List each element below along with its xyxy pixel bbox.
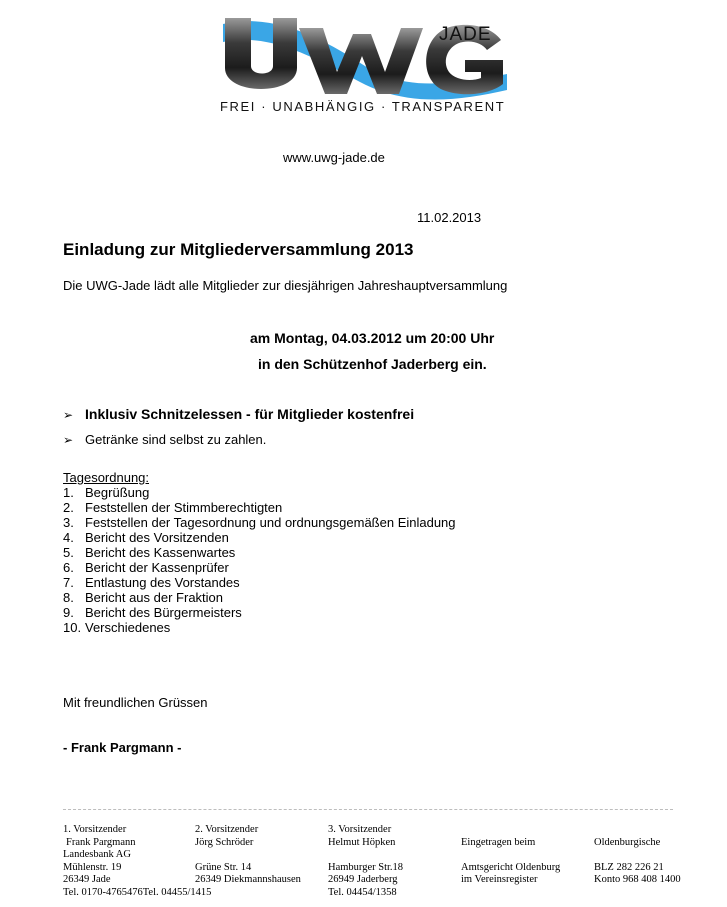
bullet-item	[63, 406, 414, 422]
footer-column-chair3: 3. Vorsitzender Helmut Höpken Hamburger Str.18 26949 Jaderberg Tel. 04454/1358	[328, 824, 404, 898]
footer-column-bank: Oldenburgische BLZ 282 226 21 Konto 968 408 1400	[594, 836, 681, 885]
signature: - Frank Pargmann -	[63, 740, 182, 755]
logo-jade-text: JADE	[439, 24, 492, 45]
footer-column-chair2: 2. Vorsitzender Jörg Schröder Grüne Str. 14 26349 Diekmannshausen	[195, 824, 301, 885]
agenda-item: 8. Bericht aus der Fraktion	[63, 590, 224, 605]
arrow-bullet-icon: ➢	[63, 433, 74, 447]
agenda-item: 4. Bericht des Vorsitzenden	[63, 530, 229, 545]
footer-divider	[63, 809, 673, 810]
agenda-item: 6. Bericht der Kassenprüfer	[63, 560, 229, 575]
agenda-item: 10. Verschiedenes	[63, 620, 171, 635]
website-link[interactable]: www.uwg-jade.de	[283, 150, 385, 165]
meeting-datetime: am Montag, 04.03.2012 um 20:00 Uhr	[250, 330, 495, 346]
bullet-text: Inklusiv Schnitzelessen - für Mitglieder kostenfrei	[85, 406, 415, 422]
agenda-heading: Tagesordnung:	[63, 470, 150, 485]
arrow-bullet-icon: ➢	[63, 408, 74, 422]
agenda-item: 9. Bericht des Bürgermeisters	[63, 605, 242, 620]
agenda-item: 2. Feststellen der Stimmberechtigten	[63, 500, 283, 515]
footer-column-registry: Eingetragen beim Amtsgericht Oldenburg im Vereinsregister	[461, 836, 561, 885]
intro-text: Die UWG-Jade lädt alle Mitglieder zur diesjährigen Jahreshauptversammlung	[63, 278, 508, 293]
bullet-item	[63, 432, 266, 447]
meeting-location: in den Schützenhof Jaderberg ein.	[258, 356, 487, 372]
letter-title: Einladung zur Mitgliederversammlung 2013	[63, 240, 414, 259]
agenda-list	[63, 485, 456, 635]
footer-column-chair1: 1. Vorsitzender Frank Pargmann Landesbank AG Mühlenstr. 19 26349 Jade Tel. 0170-4765476Tel. 04455/1415	[63, 824, 212, 898]
agenda-item: 3. Feststellen der Tagesordnung und ordnungsgemäßen Einladung	[63, 515, 456, 530]
agenda-item: 7. Entlastung des Vorstandes	[63, 575, 240, 590]
logo-tagline: FREI · UNABHÄNGIG · TRANSPARENT	[220, 99, 506, 114]
closing-greeting: Mit freundlichen Grüssen	[63, 695, 208, 710]
agenda-item: 5. Bericht des Kassenwartes	[63, 545, 236, 560]
letter-date: 11.02.2013	[417, 210, 482, 225]
bullet-text: Getränke sind selbst zu zahlen.	[85, 432, 267, 447]
agenda-item: 1. Begrüßung	[63, 485, 150, 500]
